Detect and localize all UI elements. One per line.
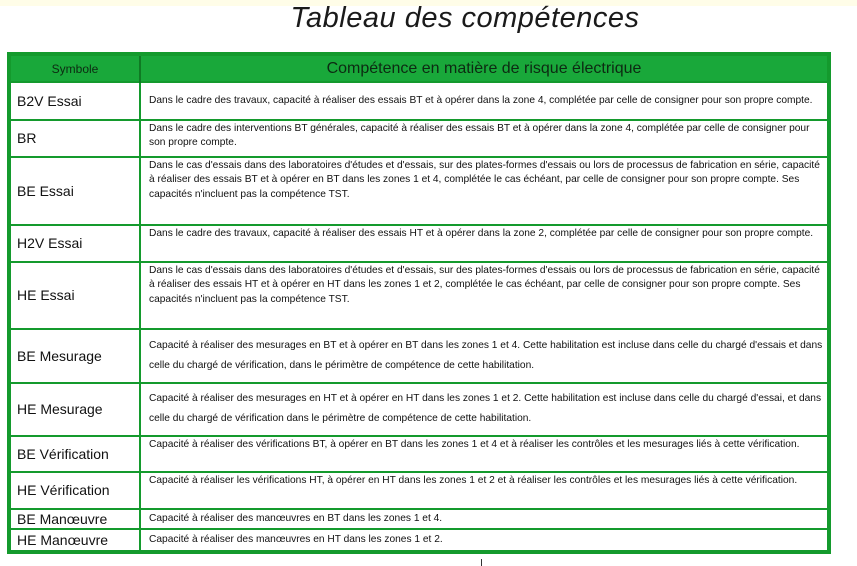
row-symbol: B2V Essai — [11, 82, 140, 120]
row-description: Capacité à réaliser des mesurages en HT et à opérer en HT dans les zones 1 et 2. Cette habilitation est incluse dans celle du chargé d'essai, et dans celle du chargé de vérification dans le périmètre de compétence de cette habilitation. — [140, 383, 827, 436]
row-description: Dans le cadre des interventions BT générales, capacité à réaliser des essais BT et à opérer dans la zone 4, complétée par celle de consigner pour son propre compte. — [140, 120, 827, 157]
table-row — [11, 225, 827, 262]
table-row — [11, 82, 827, 120]
header-symbol: Symbole — [11, 56, 140, 82]
header-competence: Compétence en matière de risque électrique — [326, 59, 642, 77]
table-row — [11, 436, 827, 472]
row-symbol: BE Essai — [11, 157, 140, 225]
table-row — [11, 120, 827, 157]
table-row — [11, 329, 827, 382]
row-symbol: HE Essai — [11, 262, 140, 330]
row-symbol: HE Vérification — [11, 472, 140, 509]
row-symbol: BE Vérification — [11, 436, 140, 472]
table-header-row — [11, 56, 827, 82]
row-symbol: BR — [11, 120, 140, 157]
table-row — [11, 262, 827, 330]
row-symbol: H2V Essai — [11, 225, 140, 262]
table-row — [11, 157, 827, 225]
competence-table — [11, 56, 827, 550]
page-title: Tableau des compétences — [290, 2, 640, 34]
table-row — [11, 383, 827, 436]
table-row — [11, 509, 827, 530]
competence-table-frame — [7, 52, 831, 554]
row-description: Capacité à réaliser les vérifications HT, à opérer en HT dans les zones 1 et 2 et à réaliser les contrôles et les mesurages liés à cette vérification. — [140, 472, 827, 509]
row-symbol: BE Mesurage — [11, 329, 140, 382]
row-symbol: BE Manœuvre — [11, 509, 140, 530]
row-description: Dans le cas d'essais dans des laboratoires d'études et d'essais, sur des plates-formes d'essais ou lors de processus de fabrication en série, capacité à réaliser des essais HT et à opérer en HT dans les zones 1 et 2, complétée le cas échéant, par celle de consigner pour son propre compte. Ses capacités n'incluent pas la compétence TST. — [140, 262, 827, 330]
row-description: Capacité à réaliser des mesurages en BT et à opérer en BT dans les zones 1 et 4. Cette habilitation est incluse dans celle du chargé d'essais et dans celle du chargé de vérification, dans le périmètre de compétence de cette habilitation. — [140, 329, 827, 382]
row-description: Capacité à réaliser des vérifications BT, à opérer en BT dans les zones 1 et 4 et à réaliser les contrôles et les mesurages liés à cette vérification. — [140, 436, 827, 472]
table-row — [11, 472, 827, 509]
row-symbol: HE Mesurage — [11, 383, 140, 436]
row-symbol: HE Manœuvre — [11, 529, 140, 550]
row-description: Capacité à réaliser des manœuvres en HT dans les zones 1 et 2. — [140, 529, 827, 550]
row-description: Dans le cas d'essais dans des laboratoires d'études et d'essais, sur des plates-formes d'essais ou lors de processus de fabrication en série, capacité à réaliser des essais BT et à opérer en BT dans les zones 1 et 4, complétée le cas échéant, par celle de consigner pour son propre compte. Ses capacités n'incluent pas la compétence TST. — [140, 157, 827, 225]
row-description: Dans le cadre des travaux, capacité à réaliser des essais BT et à opérer dans la zone 4, complétée par celle de consigner pour son propre compte. — [140, 82, 827, 120]
row-description: Capacité à réaliser des manœuvres en BT dans les zones 1 et 4. — [140, 509, 827, 530]
text-cursor-mark — [481, 559, 482, 566]
row-description: Dans le cadre des travaux, capacité à réaliser des essais HT et à opérer dans la zone 2, complétée par celle de consigner pour son propre compte. — [140, 225, 827, 262]
table-row — [11, 529, 827, 550]
